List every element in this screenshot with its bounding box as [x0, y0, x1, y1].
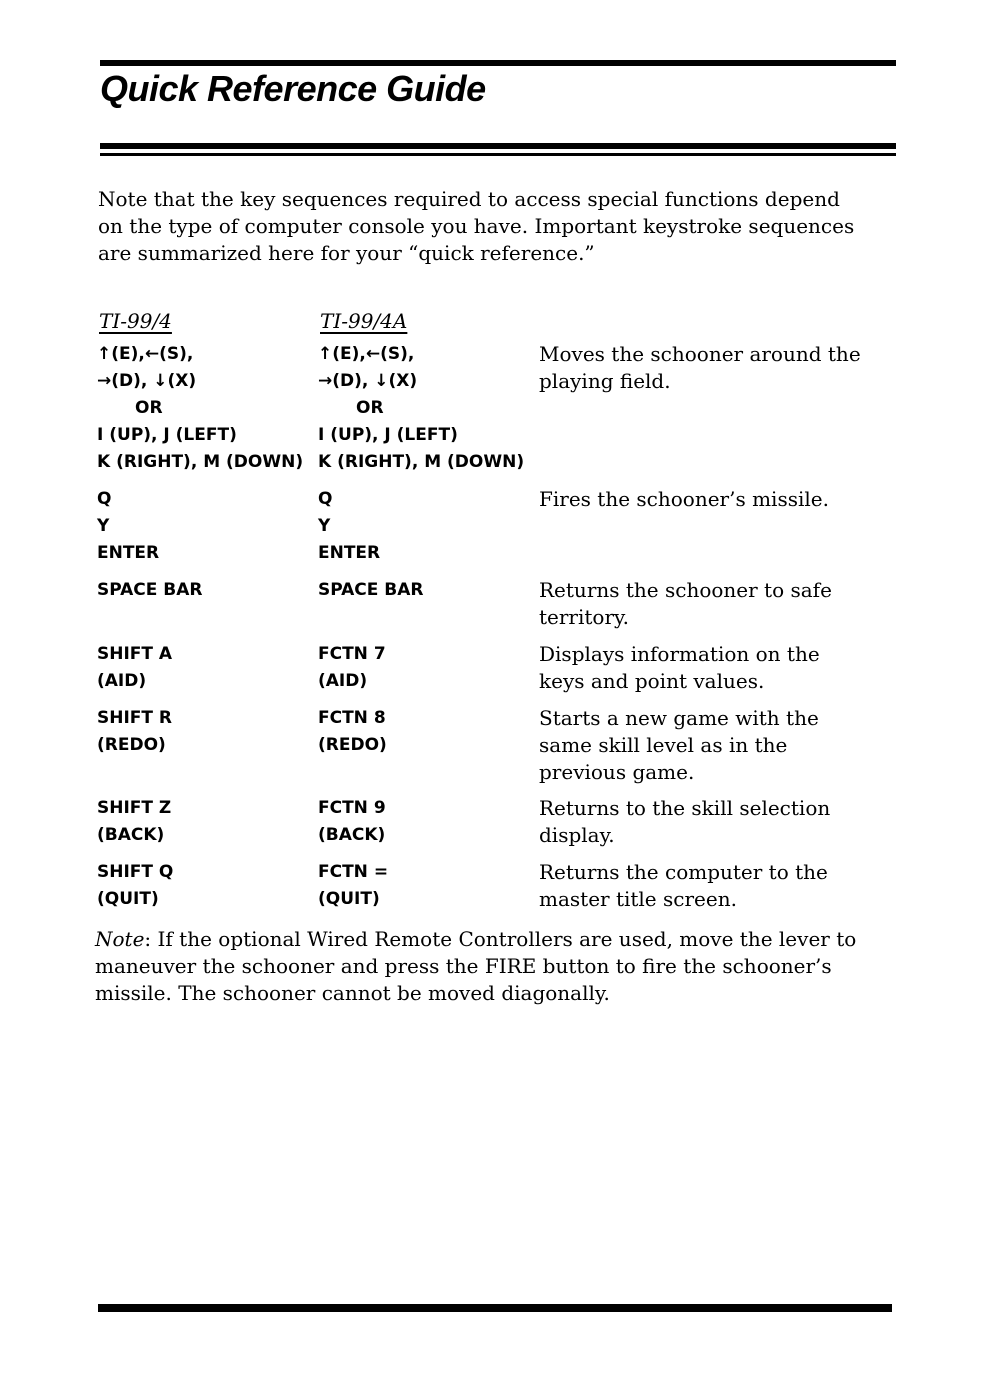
key-ti994-aid: SHIFT A (AID)	[97, 644, 173, 691]
column-header-ti994: TI-99/4	[99, 309, 172, 333]
note-text: : If the optional Wired Remote Controllers are used, move the lever to maneuver the schooner and press the FIRE button to fire the schooner’s missile. The schooner cannot be moved diagonally.	[95, 927, 857, 1005]
key-ti994-move-letters-2: K (RIGHT), M (DOWN)	[97, 452, 304, 472]
page-title: Quick Reference Guide	[100, 68, 486, 109]
intro-paragraph: Note that the key sequences required to access special functions depend on the type of computer console you have. Important keystroke sequences are summarized here for your “quick reference.”	[98, 187, 855, 265]
desc-redo: Starts a new game with the same skill level as in the previous game.	[539, 706, 819, 784]
key-ti994a-back: FCTN 9 (BACK)	[318, 798, 386, 845]
key-ti994a-move-arrows-1: ↑(E),←(S),	[318, 344, 415, 364]
key-ti994a-safe: SPACE BAR	[318, 580, 424, 600]
key-ti994a-move-letters-1: I (UP), J (LEFT)	[318, 425, 458, 445]
key-ti994a-move-letters-2: K (RIGHT), M (DOWN)	[318, 452, 525, 472]
key-ti994-fire: Q Y ENTER	[97, 489, 160, 563]
key-ti994a-redo: FCTN 8 (REDO)	[318, 708, 387, 755]
key-ti994-quit: SHIFT Q (QUIT)	[97, 862, 174, 909]
title-rule-thick	[100, 143, 896, 149]
key-ti994-move-letters-1: I (UP), J (LEFT)	[97, 425, 237, 445]
note-paragraph	[95, 926, 875, 1007]
key-ti994a-quit: FCTN = (QUIT)	[318, 862, 389, 909]
desc-back: Returns to the skill selection display.	[539, 796, 831, 847]
key-ti994a-move-arrows-2: →(D), ↓(X)	[318, 371, 418, 391]
key-ti994-safe: SPACE BAR	[97, 580, 203, 600]
key-ti994-back: SHIFT Z (BACK)	[97, 798, 172, 845]
key-ti994-move-arrows-2: →(D), ↓(X)	[97, 371, 197, 391]
key-ti994a-move-or: OR	[356, 398, 384, 418]
note-label: Note	[95, 927, 145, 951]
key-ti994-move-arrows-1: ↑(E),←(S),	[97, 344, 194, 364]
title-rule-thin	[100, 153, 896, 156]
desc-aid: Displays information on the keys and point values.	[539, 642, 820, 693]
key-ti994a-aid: FCTN 7 (AID)	[318, 644, 386, 691]
desc-safe: Returns the schooner to safe territory.	[539, 578, 832, 629]
column-header-ti994a: TI-99/4A	[320, 309, 408, 333]
key-ti994-move-or: OR	[135, 398, 163, 418]
desc-fire: Fires the schooner’s missile.	[539, 487, 829, 511]
key-ti994a-fire: Q Y ENTER	[318, 489, 381, 563]
key-ti994-redo: SHIFT R (REDO)	[97, 708, 173, 755]
desc-quit: Returns the computer to the master title screen.	[539, 860, 828, 911]
bottom-rule	[98, 1304, 892, 1312]
desc-move: Moves the schooner around the playing field.	[539, 342, 861, 393]
